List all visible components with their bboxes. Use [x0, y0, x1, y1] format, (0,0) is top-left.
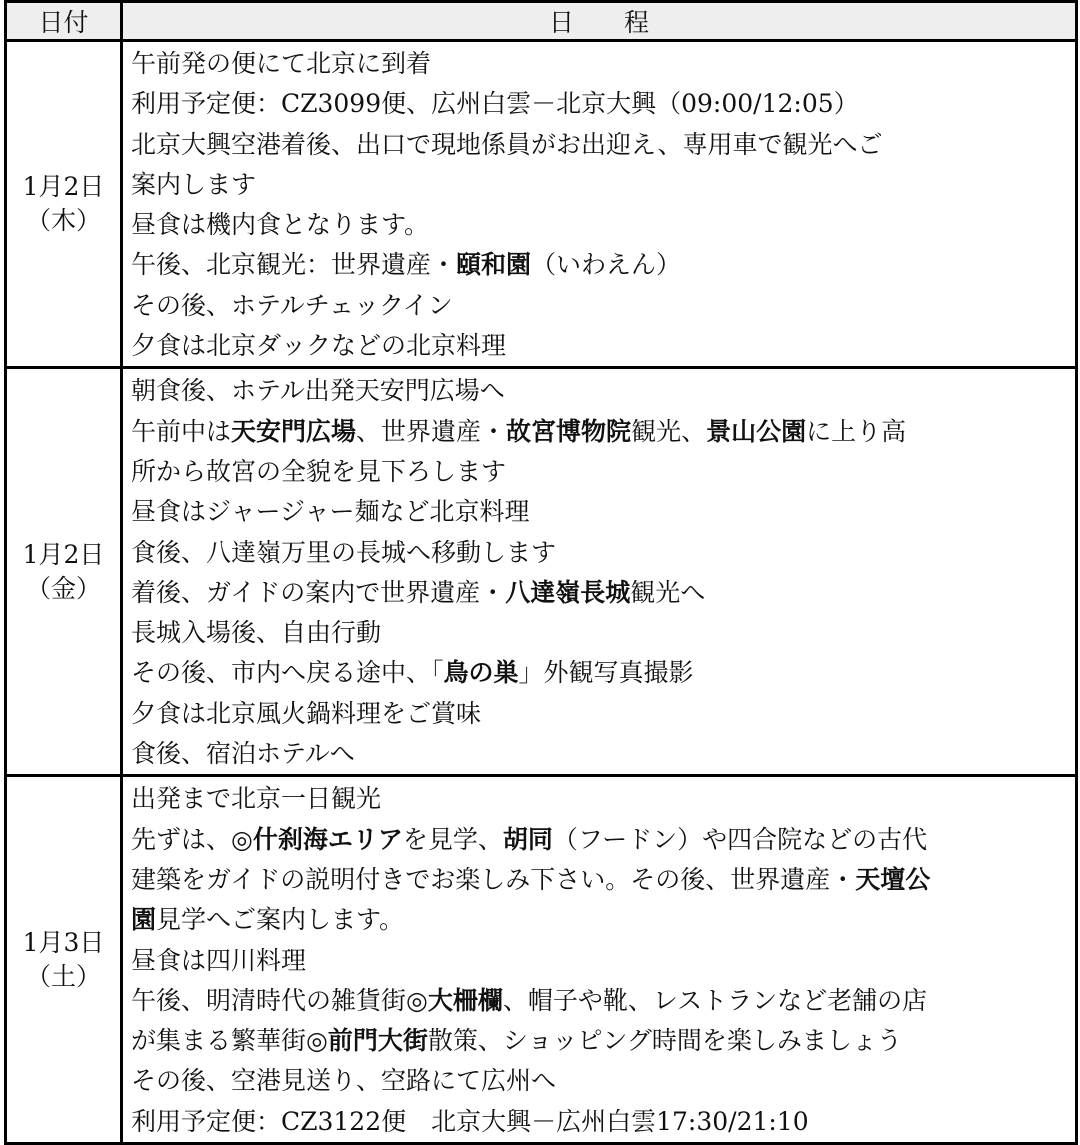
- schedule-text: 観光へ: [630, 577, 706, 607]
- schedule-line: [131, 613, 1075, 653]
- day-date-cell: [6, 776, 122, 1144]
- schedule-line: [131, 125, 1075, 165]
- day-date: 1月2日: [22, 539, 105, 569]
- highlight-place: 天安門広場: [231, 416, 357, 446]
- schedule-line: [131, 205, 1075, 245]
- schedule-line: [131, 286, 1075, 326]
- day-weekday: （木）: [25, 206, 101, 236]
- highlight-place: 故宮博物院: [506, 416, 632, 446]
- schedule-text: 先ずは、◎: [131, 824, 253, 854]
- schedule-line: [131, 245, 1075, 285]
- schedule-line: [131, 84, 1075, 124]
- schedule-text: 午前中は: [131, 416, 232, 446]
- schedule-text: 、世界遺産・: [356, 416, 507, 446]
- schedule-text: 長城入場後、自由行動: [131, 618, 382, 648]
- schedule-text: 利用予定便：CZ3122便 北京大興－広州白雲17:30/21:10: [131, 1106, 809, 1136]
- schedule-text: 」外観写真撮影: [518, 658, 694, 688]
- schedule-text: 建築をガイドの説明付きでお楽しみ下さい。その後、世界遺産・: [131, 864, 856, 894]
- schedule-line: [131, 1021, 1075, 1061]
- day-weekday: （土）: [25, 961, 101, 991]
- day-date-cell: [6, 41, 122, 368]
- schedule-line: [131, 941, 1075, 981]
- schedule-line: [131, 165, 1075, 205]
- schedule-text: 食後、宿泊ホテルへ: [131, 739, 355, 769]
- schedule-column-header: 日 程: [122, 2, 1077, 41]
- highlight-place: 頤和園: [456, 250, 532, 280]
- highlight-place: 什刹海エリア: [252, 824, 403, 854]
- schedule-text: 、帽子や靴、レストランなど老舗の店: [502, 985, 928, 1015]
- date-column-header: 日付: [6, 2, 122, 41]
- schedule-text: その後、空港見送り、空路にて広州へ: [131, 1066, 557, 1096]
- schedule-text: その後、ホテルチェックイン: [131, 290, 453, 320]
- highlight-place: 景山公園: [706, 416, 807, 446]
- schedule-text: に上り高: [806, 416, 907, 446]
- itinerary-table: [4, 0, 1078, 1145]
- day-date: 1月2日: [22, 172, 105, 202]
- day-row: [6, 776, 1077, 1144]
- schedule-line: [131, 981, 1075, 1021]
- schedule-text: 昼食は機内食となります。: [131, 210, 430, 240]
- schedule-line: [131, 371, 1075, 411]
- day-schedule-cell: [122, 368, 1077, 776]
- day-date: 1月3日: [22, 927, 105, 957]
- schedule-text: 午前発の便にて北京に到着: [131, 49, 432, 78]
- day-schedule-cell: [122, 41, 1077, 368]
- schedule-text: 食後、八達嶺万里の長城へ移動します: [131, 537, 557, 567]
- schedule-text: 昼食はジャージャー麺など北京料理: [131, 497, 530, 527]
- highlight-place: 前門大街: [327, 1026, 428, 1056]
- day-row: [6, 41, 1077, 368]
- schedule-line: [131, 492, 1075, 532]
- schedule-line: [131, 779, 1075, 819]
- schedule-text: （フードン）や四合院などの古代: [552, 824, 928, 854]
- schedule-line: [131, 734, 1075, 774]
- schedule-text: を見学、: [402, 824, 503, 854]
- schedule-text: 案内します: [131, 169, 257, 199]
- schedule-line: [131, 694, 1075, 734]
- highlight-place: 胡同: [502, 824, 553, 854]
- schedule-text: 散策、ショッピング時間を楽しみましょう: [427, 1026, 902, 1056]
- highlight-place: 園: [131, 905, 157, 935]
- highlight-place: 天壇公: [855, 864, 931, 894]
- schedule-text: 観光、: [631, 416, 707, 446]
- schedule-line: [131, 1102, 1075, 1142]
- schedule-text: （いわえん）: [531, 250, 682, 280]
- schedule-text: 午後、明清時代の雑貨街◎: [131, 985, 428, 1015]
- highlight-place: 鳥の巣: [443, 658, 519, 688]
- highlight-place: 八達嶺長城: [505, 577, 631, 607]
- schedule-text: 朝食後、ホテル出発天安門広場へ: [131, 376, 505, 406]
- schedule-text: 夕食は北京ダックなどの北京料理: [131, 331, 507, 361]
- schedule-text: 夕食は北京風火鍋料理をご賞味: [131, 698, 482, 728]
- schedule-line: [131, 1061, 1075, 1101]
- schedule-text: その後、市内へ戻る途中、「: [131, 658, 444, 688]
- day-date-cell: [6, 368, 122, 776]
- schedule-line: [131, 653, 1075, 693]
- schedule-line: [131, 44, 1075, 84]
- schedule-text: 見学へご案内します。: [156, 905, 405, 935]
- schedule-line: [131, 860, 1075, 900]
- schedule-line: [131, 326, 1075, 366]
- day-row: [6, 368, 1077, 776]
- schedule-line: [131, 412, 1075, 452]
- day-schedule-cell: [122, 776, 1077, 1144]
- schedule-text: 午後、北京観光：世界遺産・: [131, 250, 457, 280]
- schedule-text: 昼食は四川料理: [131, 945, 307, 975]
- schedule-text: 着後、ガイドの案内で世界遺産・: [131, 577, 506, 607]
- header-row: [6, 2, 1077, 41]
- day-weekday: （金）: [25, 573, 101, 603]
- schedule-text: が集まる繁華街◎: [131, 1026, 328, 1056]
- highlight-place: 大柵欄: [427, 985, 503, 1015]
- schedule-line: [131, 533, 1075, 573]
- schedule-text: 所から故宮の全貌を見下ろします: [131, 456, 507, 486]
- schedule-text: 北京大興空港着後、出口で現地係員がお出迎え、専用車で観光へご: [131, 129, 883, 159]
- schedule-text: 出発まで北京一日観光: [131, 784, 382, 814]
- schedule-line: [131, 820, 1075, 860]
- schedule-line: [131, 573, 1075, 613]
- schedule-line: [131, 452, 1075, 492]
- schedule-text: 利用予定便：CZ3099便、広州白雲－北京大興（09:00/12:05）: [131, 89, 859, 119]
- schedule-line: [131, 900, 1075, 940]
